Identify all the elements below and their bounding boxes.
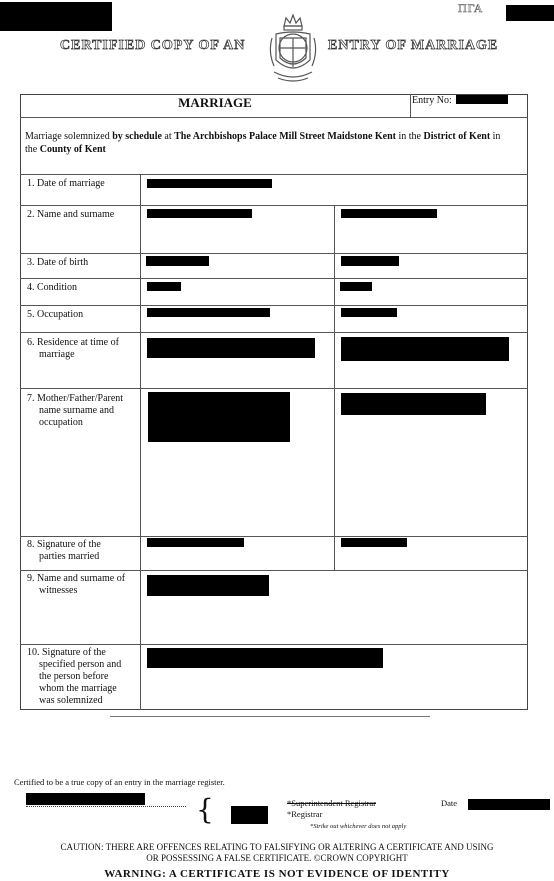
top-code: ΠΓΑ [458,1,484,15]
row-residence: 6. Residence at time of marriage [27,337,119,360]
entry-number-label: Entry No: [412,95,452,106]
redacted-name-party2 [341,209,437,218]
caution-notice: CAUTION: THERE ARE OFFENCES RELATING TO FALSIFYING OR ALTERING A CERTIFICATE AND USING OR POSSESSING A FALSE CERTIFICATE. ©CROWN COPYRIGHT [60,842,494,863]
redacted-occupation-party2 [341,308,397,317]
row-occupation: 5. Occupation [27,309,84,320]
registrar-label: *Registrar [287,809,323,819]
redacted-condition-party1 [147,282,181,291]
top-left-rule [0,30,112,31]
party-column-divider [334,205,335,570]
royal-crest-icon [266,12,320,86]
redacted-date-of-marriage [147,179,272,188]
rule-8 [20,536,528,537]
redacted-solemnizer-signature [147,648,383,668]
row-parents: 7. Mother/Father/Parent name surname and occupation [27,393,124,428]
redacted-parents-party2 [341,393,486,415]
rule-title [20,117,528,118]
rule-6 [20,332,528,333]
brace-symbol: { [196,793,214,826]
label-column-divider [140,174,141,710]
row-name-and-surname: 2. Name and surname [27,209,115,220]
redacted-signature-party1 [147,538,244,547]
redacted-signature-party2 [341,538,407,547]
rule-7 [20,388,528,389]
rule-5 [20,305,528,306]
rule-4 [20,278,528,279]
form-title: MARRIAGE [178,95,252,110]
rule-2 [20,205,528,206]
redacted-certifier-signature [26,793,145,805]
row-condition: 4. Condition [27,282,78,293]
entry-divider [410,94,411,117]
row-signature-parties: 8. Signature of the parties married [27,539,101,562]
redacted-occupation-party1 [147,308,270,317]
redacted-witnesses [147,575,269,596]
row-solemnizer: 10. Signature of the specified person and the person before whom the marriage was solemnized [27,647,122,706]
certified-copy-heading: CERTIFIED COPY OF AN [60,38,246,53]
redacted-registrar-signature [231,806,268,824]
rule-9 [20,570,528,571]
redacted-residence-party1 [147,338,315,358]
row-witnesses: 9. Name and surname of witnesses [27,573,126,596]
redacted-parents-party1 [148,392,290,442]
entry-of-marriage-heading: ENTRY OF MARRIAGE [328,38,499,53]
redacted-top-left [0,2,112,30]
form-underline [110,716,430,717]
rule-3 [20,253,528,254]
redacted-date [468,799,550,810]
certified-statement: Certified to be a true copy of an entry in the marriage register. [14,777,225,787]
redacted-dob-party1 [146,256,209,266]
signature-dotted-line [26,806,186,807]
redacted-residence-party2 [341,337,509,361]
solemnized-statement: Marriage solemnized by schedule at The Archbishops Palace Mill Street Maidstone Kent in the District of Kent in the County of Kent [25,131,501,155]
strike-out-note: *Strike out whichever does not apply [310,823,407,830]
row-date-of-marriage: 1. Date of marriage [27,178,105,189]
rule-10 [20,644,528,645]
redacted-entry-number [456,95,508,104]
row-date-of-birth: 3. Date of birth [27,257,89,268]
redacted-top-right [506,5,554,21]
rule-1 [20,174,528,175]
redacted-dob-party2 [341,256,399,266]
redacted-condition-party2 [340,282,372,291]
date-label: Date [441,798,458,808]
redacted-name-party1 [147,209,252,218]
identity-warning: WARNING: A CERTIFICATE IS NOT EVIDENCE OF IDENTITY [104,868,450,880]
superintendent-registrar-label: *Superintendent Registrar [287,798,376,808]
